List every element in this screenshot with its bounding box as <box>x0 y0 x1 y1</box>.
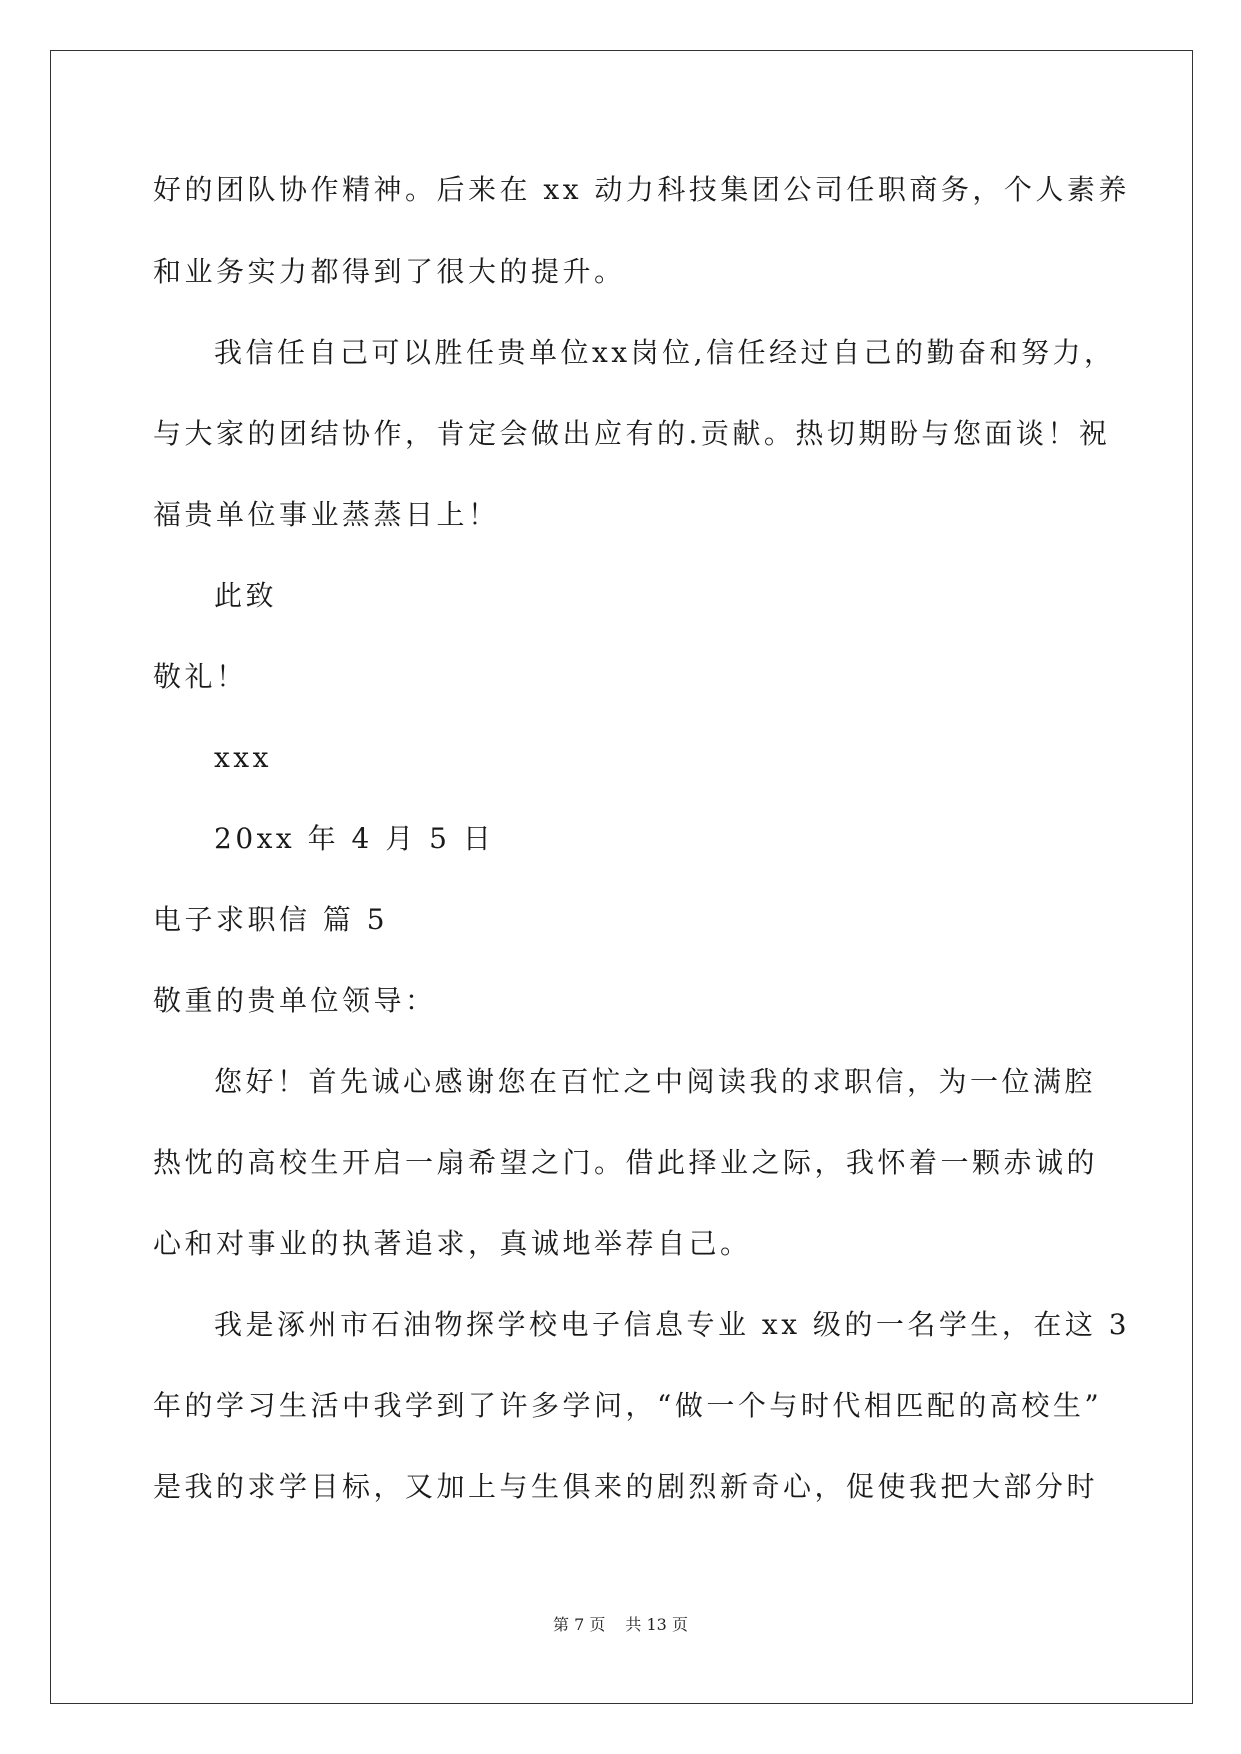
body-text-line: 与大家的团结协作，肯定会做出应有的.贡献。热切期盼与您面谈！祝 <box>153 417 1111 450</box>
closing-salutation: 此致 <box>214 579 278 612</box>
body-text-line: 和业务实力都得到了很大的提升。 <box>153 255 626 288</box>
body-text-line: 热忱的高校生开启一扇希望之门。借此择业之际，我怀着一颗赤诚的 <box>153 1146 1099 1179</box>
signature-date: 20xx 年 4 月 5 日 <box>214 822 495 855</box>
letter-greeting: 敬重的贵单位领导： <box>153 984 437 1017</box>
page-total: 共 13 页 <box>625 1615 688 1634</box>
body-text-line: 我是涿州市石油物探学校电子信息专业 xx 级的一名学生，在这 3 <box>214 1308 1131 1341</box>
body-text-line: 好的团队协作精神。后来在 xx 动力科技集团公司任职商务，个人素养 <box>153 173 1130 206</box>
page-border <box>50 50 1193 1704</box>
body-text-line: 年的学习生活中我学到了许多学问，“做一个与时代相匹配的高校生” <box>153 1389 1103 1422</box>
page-number: 第 7 页 <box>553 1615 606 1634</box>
signature-name: xxx <box>214 741 272 774</box>
closing-regards: 敬礼！ <box>153 660 248 693</box>
body-text-line: 我信任自己可以胜任贵单位xx岗位,信任经过自己的勤奋和努力， <box>214 336 1116 369</box>
body-text-line: 是我的求学目标，又加上与生俱来的剧烈新奇心，促使我把大部分时 <box>153 1470 1099 1503</box>
page-footer <box>0 1615 1241 1635</box>
body-text-line: 福贵单位事业蒸蒸日上！ <box>153 498 500 531</box>
body-text-line: 您好！首先诚心感谢您在百忙之中阅读我的求职信，为一位满腔 <box>214 1065 1097 1098</box>
section-heading: 电子求职信 篇 5 <box>153 903 389 936</box>
body-text-line: 心和对事业的执著追求，真诚地举荐自己。 <box>153 1227 752 1260</box>
